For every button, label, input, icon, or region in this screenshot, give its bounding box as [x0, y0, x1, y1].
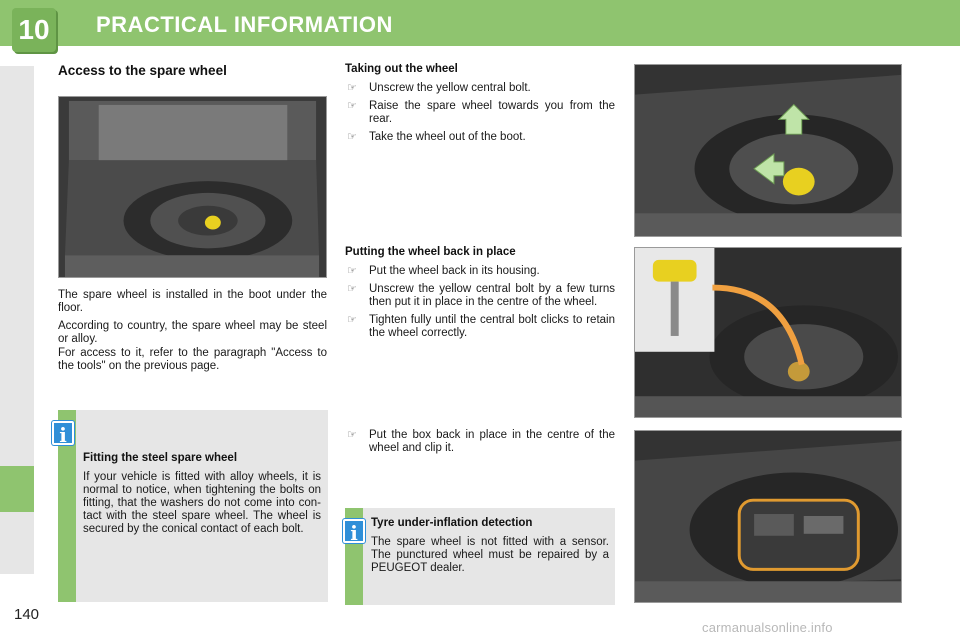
info-icon: i [343, 519, 365, 543]
info-box-text: If your vehicle is fitted with alloy wheels, it is normal to notice, when tightening the bolts on fitting, that the washers do not come into con- tact with the steel spare wheel. The wheel is secured by the conical contact of each bolt. [83, 471, 321, 535]
paragraph-wheel-type: According to country, the spare wheel may be steel or alloy. [58, 320, 327, 345]
paragraph-access-reference: For access to it, refer to the paragraph "Access to the tools" on the previous page. [58, 347, 327, 372]
box-clip-illustration [635, 431, 901, 602]
pointing-hand-icon: ☞ [347, 82, 357, 94]
putting-back-heading: Putting the wheel back in place [345, 246, 516, 258]
bolt-refit-photo [634, 247, 902, 418]
bolt-refit-illustration [635, 248, 901, 417]
pointing-hand-icon: ☞ [347, 283, 357, 295]
list-item: ☞ Unscrew the yellow central bolt. [347, 82, 531, 94]
list-item: ☞ Tighten fully until the central bolt clicks to retain the wheel correctly. [347, 314, 615, 339]
pointing-hand-icon: ☞ [347, 100, 357, 112]
chapter-tab-marker [0, 466, 34, 512]
watermark: carmanualsonline.info [702, 620, 833, 635]
info-box-text: The spare wheel is not fitted with a sensor. The punctured wheel must be repaired by a PEUGEOT dealer. [371, 536, 609, 574]
page-title: PRACTICAL INFORMATION [96, 12, 393, 37]
wheel-removal-photo [634, 64, 902, 237]
pointing-hand-icon: ☞ [347, 131, 357, 143]
section-heading: Access to the spare wheel [58, 63, 227, 78]
paragraph-location: The spare wheel is installed in the boot under the floor. [58, 289, 327, 314]
box-replace-steps [345, 429, 615, 460]
boot-spare-wheel-illustration [59, 97, 326, 277]
info-box-title: Tyre under-inflation detection [371, 517, 533, 529]
list-item: ☞ Raise the spare wheel towards you from the rear. [347, 100, 615, 125]
page-number: 140 [14, 606, 40, 623]
pointing-hand-icon: ☞ [347, 429, 357, 441]
pointing-hand-icon: ☞ [347, 265, 357, 277]
taking-out-steps [345, 82, 615, 149]
list-item: ☞ Take the wheel out of the boot. [347, 131, 526, 143]
box-clip-photo [634, 430, 902, 603]
putting-back-steps [345, 265, 615, 345]
info-box-title: Fitting the steel spare wheel [83, 452, 238, 464]
boot-spare-wheel-photo [58, 96, 327, 278]
list-item: ☞ Put the box back in place in the centre of the wheel and clip it. [347, 429, 615, 454]
chapter-badge: 10 [12, 8, 56, 52]
list-item: ☞ Unscrew the yellow central bolt by a few turns then put it in place in the centre of the wheel. [347, 283, 615, 308]
info-icon: i [52, 421, 74, 445]
pointing-hand-icon: ☞ [347, 314, 357, 326]
taking-out-heading: Taking out the wheel [345, 63, 458, 75]
list-item: ☞ Put the wheel back in its housing. [347, 265, 540, 277]
wheel-removal-illustration [635, 65, 901, 236]
